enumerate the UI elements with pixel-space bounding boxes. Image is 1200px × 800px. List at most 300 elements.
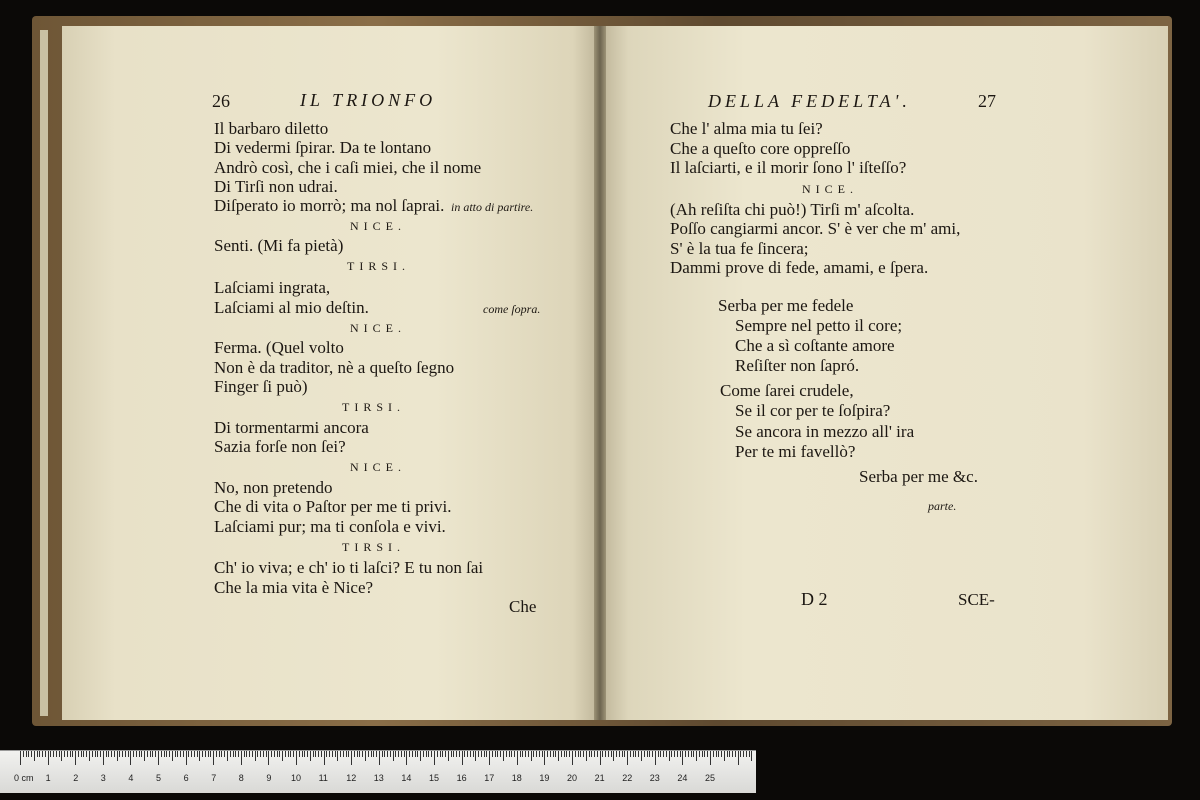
ruler-tick [20,751,21,765]
ruler-tick [547,751,548,757]
ruler-tick [442,751,443,757]
ruler-tick [268,751,269,765]
ruler-tick [553,751,554,757]
ruler-tick [520,751,521,757]
page-number: 27 [978,91,996,111]
ruler-tick [417,751,418,757]
ruler-tick [658,751,659,757]
ruler-tick [509,751,510,757]
text-line: Andrò così, che i caſi miei, che il nome [214,158,482,177]
ruler-tick [125,751,126,757]
ruler-tick [230,751,231,757]
ruler-tick [130,751,131,765]
ruler-tick [616,751,617,757]
ruler-tick [536,751,537,757]
ruler-tick [227,751,228,761]
ruler-tick [86,751,87,757]
stage-direction: come ſopra. [483,302,541,316]
ruler-tick [638,751,639,757]
speaker-label: TIRSI. [342,400,405,414]
ruler-tick [677,751,678,757]
stage-direction: in atto di partire. [451,200,534,214]
ruler-tick [600,751,601,765]
ruler-tick [191,751,192,757]
ruler-tick [274,751,275,757]
ruler-tick [56,751,57,757]
ruler-tick [484,751,485,757]
ruler-tick [713,751,714,757]
ruler-tick [357,751,358,757]
ruler-tick [393,751,394,761]
text-line: Ferma. (Quel volto [214,338,344,357]
ruler-tick [412,751,413,757]
ruler-tick [359,751,360,757]
ruler-tick [434,751,435,765]
ruler-tick [346,751,347,757]
ruler-tick [718,751,719,757]
ruler-tick [707,751,708,757]
ruler-tick [605,751,606,757]
text-line: Poſſo cangiarmi ancor. S' è ver che m' ami, [670,219,961,238]
text-line: Di tormentarmi ancora [214,418,369,437]
ruler-number: 4 [128,773,134,783]
aria-line: Se il cor per te ſoſpira? [735,401,891,420]
ruler-tick [680,751,681,757]
ruler-tick [685,751,686,757]
ruler-tick [288,751,289,757]
ruler-tick [92,751,93,757]
ruler-tick [371,751,372,757]
ruler-tick [106,751,107,757]
ruler-tick [589,751,590,757]
ruler-number: 17 [484,773,495,783]
ruler-number: 23 [649,773,660,783]
ruler-tick [384,751,385,757]
ruler-number: 5 [156,773,162,783]
ruler-tick [462,751,463,765]
ruler-tick [197,751,198,757]
ruler-tick [475,751,476,761]
ruler-tick [647,751,648,757]
ruler-tick [732,751,733,757]
ruler-tick [351,751,352,765]
ruler-tick [318,751,319,757]
ruler-number: 8 [238,773,244,783]
ruler-tick [575,751,576,757]
ruler-tick [144,751,145,761]
ruler-tick [489,751,490,765]
ruler-number: 9 [266,773,272,783]
ruler-tick [682,751,683,765]
ruler-tick [210,751,211,757]
ruler-tick [738,751,739,765]
ruler-number: 21 [594,773,605,783]
ruler-tick [428,751,429,757]
ruler-tick [586,751,587,761]
text-line: Che di vita o Paſtor per me ti privi. [214,497,452,516]
ruler-number: 19 [539,773,550,783]
ruler-tick [497,751,498,757]
ruler-tick [246,751,247,757]
ruler-tick [608,751,609,757]
running-title: IL TRIONFO [300,90,437,110]
aria-line: Se ancora in mezzo all' ira [735,422,915,441]
ruler-tick [500,751,501,757]
ruler-tick [671,751,672,757]
ruler-tick [304,751,305,757]
ruler-tick [337,751,338,761]
text-line: Che l' alma mia tu ſei? [670,119,823,138]
ruler-tick [260,751,261,757]
ruler-number: 12 [346,773,357,783]
ruler-tick [31,751,32,757]
ruler-tick [566,751,567,757]
ruler-tick [456,751,457,757]
ruler-tick [302,751,303,757]
ruler-tick [75,751,76,765]
ruler-tick [83,751,84,757]
ruler-tick [155,751,156,757]
ruler-tick [666,751,667,757]
ruler-tick [440,751,441,757]
ruler-tick [506,751,507,757]
running-title: DELLA FEDELTA'. [708,91,911,111]
ruler-tick [271,751,272,757]
speaker-label: TIRSI. [347,259,410,273]
text-line: Diſperato io morrò; ma nol ſaprai. [214,196,445,215]
aria-line: Come ſarei crudele, [720,381,854,400]
ruler-tick [746,751,747,757]
ruler-tick [693,751,694,757]
ruler-tick [406,751,407,765]
aria-line: Per te mi favellò? [735,442,856,461]
ruler-tick [544,751,545,765]
ruler-tick [431,751,432,757]
text-line: Non è da traditor, nè a queſto ſegno [214,358,455,377]
ruler-tick [279,751,280,757]
ruler-tick [224,751,225,757]
ruler-tick [602,751,603,757]
ruler-tick [404,751,405,757]
ruler-number: 15 [429,773,440,783]
text-line: Laſciami ingrata, [214,278,331,297]
ruler-tick [70,751,71,757]
ruler-tick [147,751,148,757]
ruler-tick [39,751,40,757]
ruler-tick [674,751,675,757]
ruler-tick [663,751,664,757]
ruler-tick [221,751,222,757]
text-line: Che a queſto core oppreſſo [670,139,851,158]
ruler-tick [641,751,642,761]
text-line: Il barbaro diletto [214,119,329,138]
ruler-tick [390,751,391,757]
ruler-tick [398,751,399,757]
ruler-tick [186,751,187,765]
ruler-tick [103,751,104,765]
ruler-tick [37,751,38,757]
right-page [606,26,1168,720]
ruler-tick [699,751,700,757]
ruler-number: 16 [456,773,467,783]
ruler-tick [313,751,314,757]
ruler-tick [420,751,421,761]
ruler-tick [633,751,634,757]
ruler-number: 10 [291,773,302,783]
ruler-tick [208,751,209,757]
ruler-tick [511,751,512,757]
ruler-number: 3 [100,773,106,783]
ruler-tick [660,751,661,757]
ruler-tick [415,751,416,757]
ruler-tick [244,751,245,757]
ruler-tick [119,751,120,757]
ruler-tick [67,751,68,757]
ruler-tick [437,751,438,757]
ruler-tick [749,751,750,757]
ruler-tick [613,751,614,761]
ruler-tick [329,751,330,757]
speaker-label: NICE. [350,460,406,474]
ruler-tick [216,751,217,757]
ruler-tick [169,751,170,757]
ruler-tick [716,751,717,757]
ruler-tick [743,751,744,757]
ruler-tick [348,751,349,757]
ruler-tick [343,751,344,757]
ruler-tick [150,751,151,757]
ruler-tick [141,751,142,757]
ruler-tick [448,751,449,761]
ruler-tick [591,751,592,757]
ruler-tick [59,751,60,757]
ruler-tick [293,751,294,757]
ruler-tick [531,751,532,761]
aria-line: Serba per me fedele [718,296,854,315]
speaker-label: NICE. [350,321,406,335]
ruler-tick [644,751,645,757]
ruler-tick [376,751,377,757]
ruler-tick [597,751,598,757]
ruler-tick [533,751,534,757]
ruler-number: 13 [373,773,384,783]
page-edge-left [40,30,48,716]
speaker-label: NICE. [350,219,406,233]
ruler-tick [395,751,396,757]
ruler-number: 14 [401,773,412,783]
text-line: Di vedermi ſpirar. Da te lontano [214,138,432,157]
aria-line: Serba per me &c. [859,467,978,486]
ruler-tick [387,751,388,757]
ruler-number: 22 [622,773,633,783]
ruler-tick [624,751,625,757]
ruler-tick [133,751,134,757]
ruler-tick [122,751,123,757]
ruler-tick [188,751,189,757]
ruler-tick [669,751,670,761]
ruler-tick [721,751,722,757]
ruler-tick [152,751,153,757]
text-line: Ch' io viva; e ch' io ti laſci? E tu non ſai [214,558,484,577]
text-line: Sazia forſe non ſei? [214,437,346,456]
ruler-tick [194,751,195,757]
ruler-tick [95,751,96,757]
ruler-tick [464,751,465,757]
ruler-tick [555,751,556,757]
ruler-tick [48,751,49,765]
text-line: Senti. (Mi fa pietà) [214,236,344,255]
ruler-tick [382,751,383,757]
catchword: Che [509,597,537,616]
ruler-number: 7 [211,773,217,783]
ruler-tick [78,751,79,757]
ruler-number: 24 [677,773,688,783]
ruler-tick [691,751,692,757]
ruler-tick [111,751,112,757]
ruler-number: 1 [45,773,51,783]
ruler-tick [158,751,159,765]
ruler-number: 2 [73,773,79,783]
text-line: Laſciami al mio deſtin. [214,298,369,317]
ruler-tick [277,751,278,757]
ruler-tick [180,751,181,757]
ruler-tick [28,751,29,757]
ruler-tick [696,751,697,761]
ruler-number: 11 [318,773,328,783]
ruler-tick [368,751,369,757]
ruler-tick [542,751,543,757]
ruler-tick [729,751,730,757]
ruler-tick [354,751,355,757]
ruler-tick [652,751,653,757]
ruler-tick [702,751,703,757]
ruler-tick [42,751,43,757]
ruler-tick [235,751,236,757]
ruler-tick [202,751,203,757]
ruler-tick [299,751,300,757]
ruler-tick [332,751,333,757]
ruler-tick [315,751,316,757]
ruler-tick [128,751,129,757]
ruler-tick [252,751,253,757]
ruler-number: 6 [183,773,189,783]
ruler-tick [321,751,322,757]
ruler-number: 20 [567,773,578,783]
ruler-tick [470,751,471,757]
ruler-tick [583,751,584,757]
ruler-tick [467,751,468,757]
ruler-tick [81,751,82,757]
ruler-tick [164,751,165,757]
ruler-tick [263,751,264,757]
text-line: Dammi prove di fede, amami, e ſpera. [670,258,929,277]
ruler-tick [166,751,167,757]
ruler-tick [486,751,487,757]
ruler-number: 18 [511,773,522,783]
ruler-tick [495,751,496,757]
text-line: Di Tirſi non udrai. [214,177,338,196]
ruler-tick [61,751,62,761]
ruler-tick [266,751,267,757]
ruler-tick [290,751,291,757]
ruler-tick [373,751,374,757]
ruler-tick [335,751,336,757]
ruler-tick [649,751,650,757]
ruler-tick [740,751,741,757]
ruler-tick [401,751,402,757]
ruler-tick [578,751,579,757]
ruler-tick [522,751,523,757]
ruler-tick [89,751,90,761]
ruler-tick [630,751,631,757]
ruler-tick [255,751,256,761]
ruler-tick [539,751,540,757]
ruler-tick [238,751,239,757]
ruler-tick [161,751,162,757]
aria-line: Sempre nel petto il core; [735,316,903,335]
ruler-tick [241,751,242,765]
measuring-ruler [0,750,756,793]
ruler-tick [550,751,551,757]
ruler-tick [326,751,327,757]
text-line: Laſciami pur; ma ti conſola e vivi. [214,517,446,536]
ruler-tick [710,751,711,765]
ruler-tick [622,751,623,757]
ruler-tick [473,751,474,757]
ruler-tick [117,751,118,761]
ruler-tick [426,751,427,757]
ruler-tick [177,751,178,757]
ruler-tick [340,751,341,757]
ruler-tick [365,751,366,761]
ruler-tick [379,751,380,765]
ruler-tick [528,751,529,757]
left-page [62,26,594,720]
ruler-tick [561,751,562,757]
ruler-tick [100,751,101,757]
speaker-label: TIRSI. [342,540,405,554]
ruler-tick [724,751,725,761]
ruler-tick [564,751,565,757]
ruler-tick [362,751,363,757]
stage-direction: parte. [928,499,957,513]
ruler-tick [525,751,526,757]
ruler-tick [175,751,176,757]
aria-line: Che a sì coſtante amore [735,336,895,355]
ruler-tick [751,751,752,761]
ruler-tick [249,751,250,757]
ruler-tick [688,751,689,757]
text-line: Finger ſi può) [214,377,308,396]
page-number: 26 [212,91,230,111]
text-line: Che la mia vita è Nice? [214,578,374,597]
text-line: No, non pretendo [214,478,333,497]
ruler-tick [503,751,504,761]
ruler-tick [183,751,184,757]
ruler-tick [139,751,140,757]
ruler-tick [205,751,206,757]
ruler-tick [136,751,137,757]
ruler-number: 25 [705,773,716,783]
ruler-tick [517,751,518,765]
ruler-tick [619,751,620,757]
signature-mark: D 2 [801,589,828,609]
ruler-tick [409,751,410,757]
ruler-tick [635,751,636,757]
ruler-tick [172,751,173,761]
ruler-tick [23,751,24,757]
ruler-tick [307,751,308,757]
